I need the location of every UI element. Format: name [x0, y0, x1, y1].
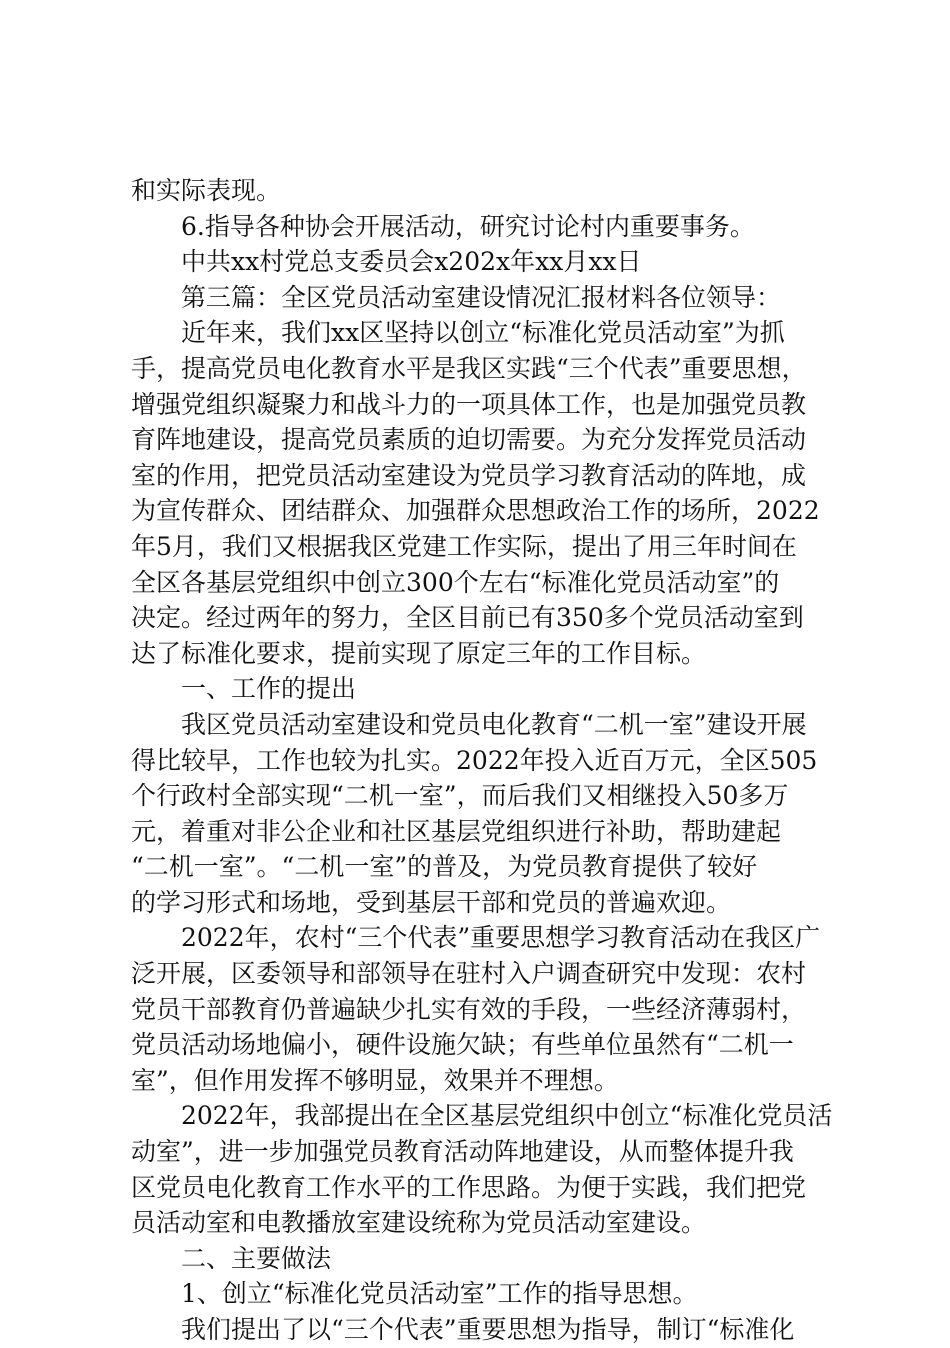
text-line: 和实际表现。 — [131, 176, 282, 205]
text-line: 区党员电化教育工作水平的工作思路。为便于实践，我们把党 — [131, 1172, 807, 1202]
text-line: 我区党员活动室建设和党员电化教育“二机一室”建设开展 — [181, 709, 807, 739]
text-line: 为宣传群众、团结群众、加强群众思想政治工作的场所，2022 — [131, 496, 820, 526]
text-line: 全区各基层党组织中创立300个左右“标准化党员活动室”的 — [131, 567, 780, 597]
text-line: 第三篇：全区党员活动室建设情况汇报材料各位领导： — [181, 282, 782, 312]
text-line: 党员干部教育仍普遍缺少扎实有效的手段，一些经济薄弱村， — [131, 994, 807, 1024]
text-line: 增强党组织凝聚力和战斗力的一项具体工作，也是加强党员教 — [131, 389, 807, 419]
text-line: 年5月，我们又根据我区党建工作实际，提出了用三年时间在 — [131, 531, 797, 561]
text-line: 泛开展，区委领导和部领导在驻村入户调查研究中发现：农村 — [131, 959, 807, 989]
text-line: 员活动室和电教播放室建设统称为党员活动室建设。 — [131, 1208, 707, 1238]
section-heading: 一、工作的提出 — [181, 674, 357, 704]
text-line: 6.指导各种协会开展活动，研究讨论村内重要事务。 — [181, 211, 755, 241]
text-line: 室的作用，把党员活动室建设为党员学习教育活动的阵地，成 — [131, 460, 807, 490]
text-line: 个行政村全部实现“二机一室”，而后我们又相继投入50多万 — [131, 781, 789, 811]
text-line: 2022年，我部提出在全区基层党组织中创立“标准化党员活 — [181, 1101, 833, 1131]
text-line: 室”，但作用发挥不够明显，效果并不理想。 — [131, 1065, 619, 1095]
text-line: 动室”，进一步加强党员教育活动阵地建设，从而整体提升我 — [131, 1137, 794, 1167]
text-line: 得比较早，工作也较为扎实。2022年投入近百万元，全区505 — [131, 745, 818, 775]
text-line: 育阵地建设，提高党员素质的迫切需要。为充分发挥党员活动 — [131, 425, 807, 455]
text-line: 我们提出了以“三个代表”重要思想为指导，制订“标准化 — [181, 1315, 795, 1344]
text-line: 元，着重对非公企业和社区基层党组织进行补助，帮助建起 — [131, 816, 782, 846]
text-line: “二机一室”。“二机一室”的普及，为党员教育提供了较好 — [131, 852, 758, 882]
subsection-heading: 1、创立“标准化党员活动室”工作的指导思想。 — [181, 1279, 698, 1309]
text-line: 近年来，我们xx区坚持以创立“标准化党员活动室”为抓 — [181, 318, 785, 348]
text-line: 手，提高党员电化教育水平是我区实践“三个代表”重要思想， — [131, 353, 807, 383]
text-line: 的学习形式和场地，受到基层干部和党员的普遍欢迎。 — [131, 887, 732, 917]
section-heading: 二、主要做法 — [181, 1243, 332, 1273]
document-body — [131, 173, 843, 1348]
text-line: 中共xx村党总支委员会x202x年xx月xx日 — [181, 247, 642, 277]
text-line: 决定。经过两年的努力，全区目前已有350多个党员活动室到 — [131, 603, 804, 633]
text-line: 2022年，农村“三个代表”重要思想学习教育活动在我区广 — [181, 923, 821, 953]
text-line: 达了标准化要求，提前实现了原定三年的工作目标。 — [131, 638, 707, 668]
text-line: 党员活动场地偏小，硬件设施欠缺；有些单位虽然有“二机一 — [131, 1030, 794, 1060]
